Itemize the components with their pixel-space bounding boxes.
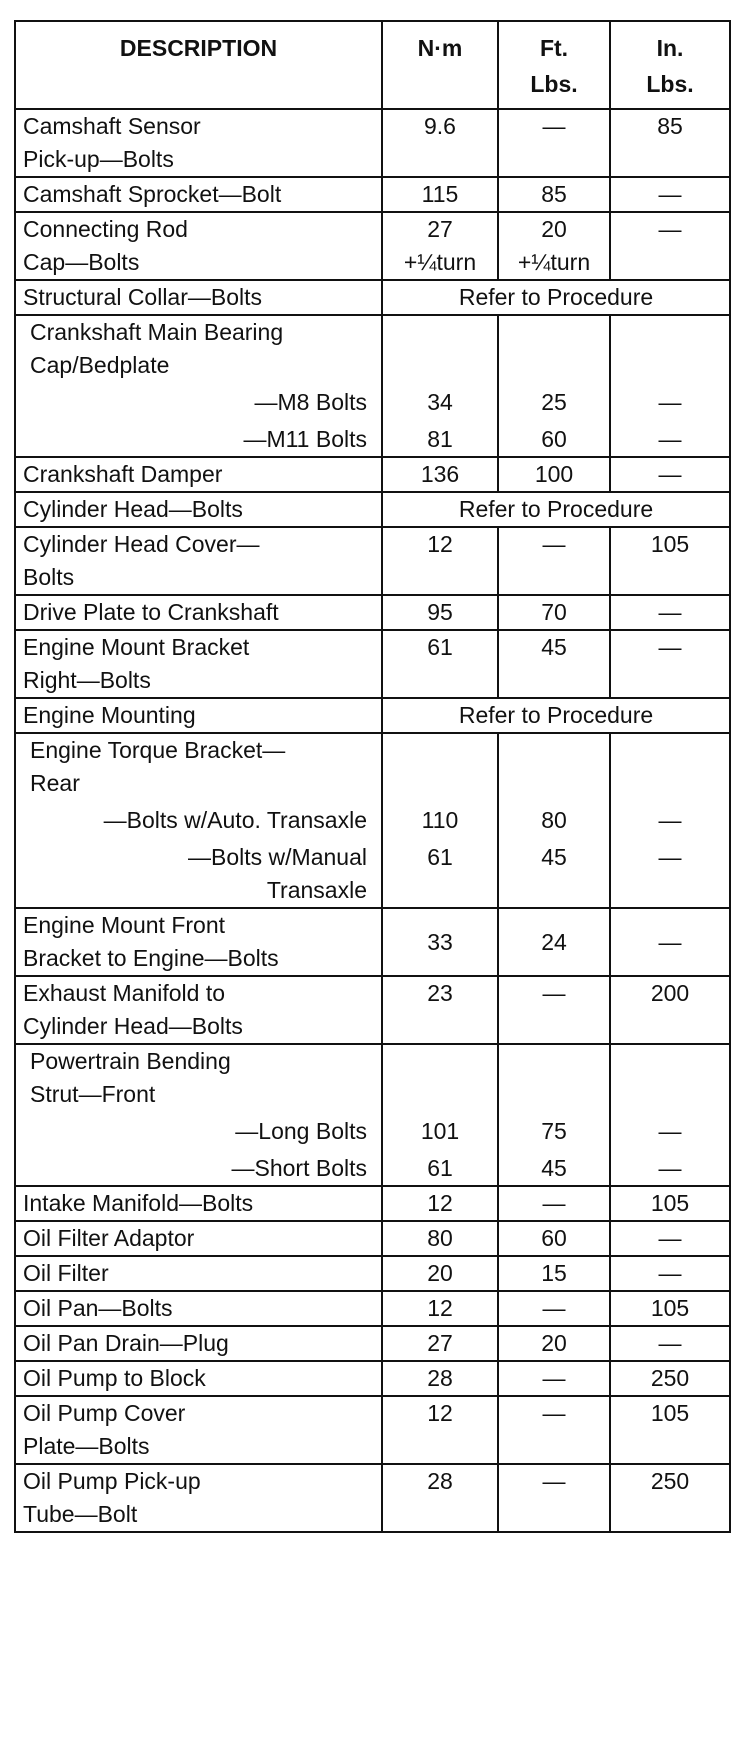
- cell-in-lbs: 105: [610, 1396, 730, 1464]
- row-description: Engine Torque Bracket— Rear —Bolts w/Auto. Transaxle —Bolts w/Manual Transaxle: [15, 733, 382, 908]
- cell-ft-lbs: 45: [498, 630, 610, 698]
- cell-ft-lbs: —: [498, 1361, 610, 1396]
- table-row: [15, 1464, 730, 1532]
- cell-ft-lbs: 100: [498, 457, 610, 492]
- cell-nm: 27: [382, 1326, 498, 1361]
- table-row: [15, 492, 730, 527]
- torque-spec-sheet: [14, 20, 729, 1533]
- cell-in-lbs: —: [610, 212, 730, 280]
- row-description: Camshaft Sensor Pick-up—Bolts: [15, 109, 382, 177]
- cell-in-lbs: 105: [610, 1186, 730, 1221]
- row-description: Engine Mounting: [15, 698, 382, 733]
- cell-nm: 101 61: [382, 1044, 498, 1186]
- torque-spec-table: [14, 20, 731, 1533]
- cell-nm: 110 61: [382, 733, 498, 908]
- table-row: [15, 1326, 730, 1361]
- cell-ft-lbs: 85: [498, 177, 610, 212]
- row-description: Oil Pump to Block: [15, 1361, 382, 1396]
- row-description: Engine Mount Bracket Right—Bolts: [15, 630, 382, 698]
- cell-in-lbs: — —: [610, 315, 730, 457]
- row-description: Intake Manifold—Bolts: [15, 1186, 382, 1221]
- cell-in-lbs: —: [610, 1326, 730, 1361]
- cell-in-lbs: —: [610, 630, 730, 698]
- cell-ft-lbs: —: [498, 109, 610, 177]
- cell-in-lbs: —: [610, 1221, 730, 1256]
- cell-in-lbs: —: [610, 177, 730, 212]
- row-description: Camshaft Sprocket—Bolt: [15, 177, 382, 212]
- row-description: Engine Mount Front Bracket to Engine—Bolts: [15, 908, 382, 976]
- refer-to-procedure-note: Refer to Procedure: [382, 492, 730, 527]
- header-nm: N·m: [382, 21, 498, 109]
- row-description: Oil Filter Adaptor: [15, 1221, 382, 1256]
- cell-ft-lbs: 24: [498, 908, 610, 976]
- cell-ft-lbs: 75 45: [498, 1044, 610, 1186]
- header-ft-lbs: Ft. Lbs.: [498, 21, 610, 109]
- cell-in-lbs: 85: [610, 109, 730, 177]
- row-description: Oil Filter: [15, 1256, 382, 1291]
- table-row: [15, 1044, 730, 1186]
- table-row: [15, 1256, 730, 1291]
- cell-ft-lbs: 70: [498, 595, 610, 630]
- table-row: [15, 595, 730, 630]
- cell-ft-lbs: —: [498, 976, 610, 1044]
- cell-nm: 136: [382, 457, 498, 492]
- cell-in-lbs: —: [610, 595, 730, 630]
- cell-in-lbs: — —: [610, 1044, 730, 1186]
- cell-in-lbs: 250: [610, 1464, 730, 1532]
- cell-in-lbs: 105: [610, 527, 730, 595]
- cell-ft-lbs: —: [498, 527, 610, 595]
- cell-ft-lbs: 20 +¼turn: [498, 212, 610, 280]
- table-row: [15, 280, 730, 315]
- cell-nm: 61: [382, 630, 498, 698]
- cell-ft-lbs: —: [498, 1396, 610, 1464]
- cell-nm: 9.6: [382, 109, 498, 177]
- cell-nm: 27 +¼turn: [382, 212, 498, 280]
- cell-nm: 28: [382, 1464, 498, 1532]
- row-description: Oil Pan Drain—Plug: [15, 1326, 382, 1361]
- cell-in-lbs: —: [610, 1256, 730, 1291]
- row-description: Crankshaft Damper: [15, 457, 382, 492]
- table-row: [15, 733, 730, 908]
- cell-ft-lbs: —: [498, 1291, 610, 1326]
- cell-ft-lbs: 25 60: [498, 315, 610, 457]
- table-row: [15, 630, 730, 698]
- cell-nm: 12: [382, 1396, 498, 1464]
- cell-ft-lbs: —: [498, 1186, 610, 1221]
- refer-to-procedure-note: Refer to Procedure: [382, 280, 730, 315]
- row-description: Crankshaft Main Bearing Cap/Bedplate —M8 Bolts —M11 Bolts: [15, 315, 382, 457]
- header-in-lbs: In. Lbs.: [610, 21, 730, 109]
- table-row: [15, 1396, 730, 1464]
- cell-nm: 20: [382, 1256, 498, 1291]
- row-description: Cylinder Head Cover— Bolts: [15, 527, 382, 595]
- refer-to-procedure-note: Refer to Procedure: [382, 698, 730, 733]
- table-row: [15, 908, 730, 976]
- cell-nm: 80: [382, 1221, 498, 1256]
- cell-ft-lbs: 80 45: [498, 733, 610, 908]
- header-description: DESCRIPTION: [15, 21, 382, 109]
- cell-in-lbs: —: [610, 908, 730, 976]
- table-row: [15, 177, 730, 212]
- cell-ft-lbs: 15: [498, 1256, 610, 1291]
- cell-nm: 95: [382, 595, 498, 630]
- row-description: Powertrain Bending Strut—Front —Long Bolts —Short Bolts: [15, 1044, 382, 1186]
- cell-nm: 33: [382, 908, 498, 976]
- table-row: [15, 315, 730, 457]
- table-row: [15, 976, 730, 1044]
- cell-in-lbs: 105: [610, 1291, 730, 1326]
- cell-nm: 12: [382, 1291, 498, 1326]
- cell-ft-lbs: 20: [498, 1326, 610, 1361]
- cell-in-lbs: 200: [610, 976, 730, 1044]
- cell-nm: 23: [382, 976, 498, 1044]
- row-description: Exhaust Manifold to Cylinder Head—Bolts: [15, 976, 382, 1044]
- cell-ft-lbs: 60: [498, 1221, 610, 1256]
- table-row: [15, 1361, 730, 1396]
- row-description: Connecting Rod Cap—Bolts: [15, 212, 382, 280]
- row-description: Oil Pump Pick-up Tube—Bolt: [15, 1464, 382, 1532]
- cell-nm: 115: [382, 177, 498, 212]
- table-row: [15, 1186, 730, 1221]
- cell-nm: 28: [382, 1361, 498, 1396]
- cell-in-lbs: —: [610, 457, 730, 492]
- table-row: [15, 527, 730, 595]
- header-row: [15, 21, 730, 109]
- row-description: Oil Pump Cover Plate—Bolts: [15, 1396, 382, 1464]
- cell-nm: 34 81: [382, 315, 498, 457]
- cell-in-lbs: 250: [610, 1361, 730, 1396]
- table-row: [15, 212, 730, 280]
- row-description: Structural Collar—Bolts: [15, 280, 382, 315]
- cell-nm: 12: [382, 527, 498, 595]
- table-row: [15, 457, 730, 492]
- cell-in-lbs: — —: [610, 733, 730, 908]
- cell-ft-lbs: —: [498, 1464, 610, 1532]
- row-description: Oil Pan—Bolts: [15, 1291, 382, 1326]
- cell-nm: 12: [382, 1186, 498, 1221]
- table-row: [15, 109, 730, 177]
- table-row: [15, 1221, 730, 1256]
- row-description: Drive Plate to Crankshaft: [15, 595, 382, 630]
- table-row: [15, 698, 730, 733]
- row-description: Cylinder Head—Bolts: [15, 492, 382, 527]
- table-row: [15, 1291, 730, 1326]
